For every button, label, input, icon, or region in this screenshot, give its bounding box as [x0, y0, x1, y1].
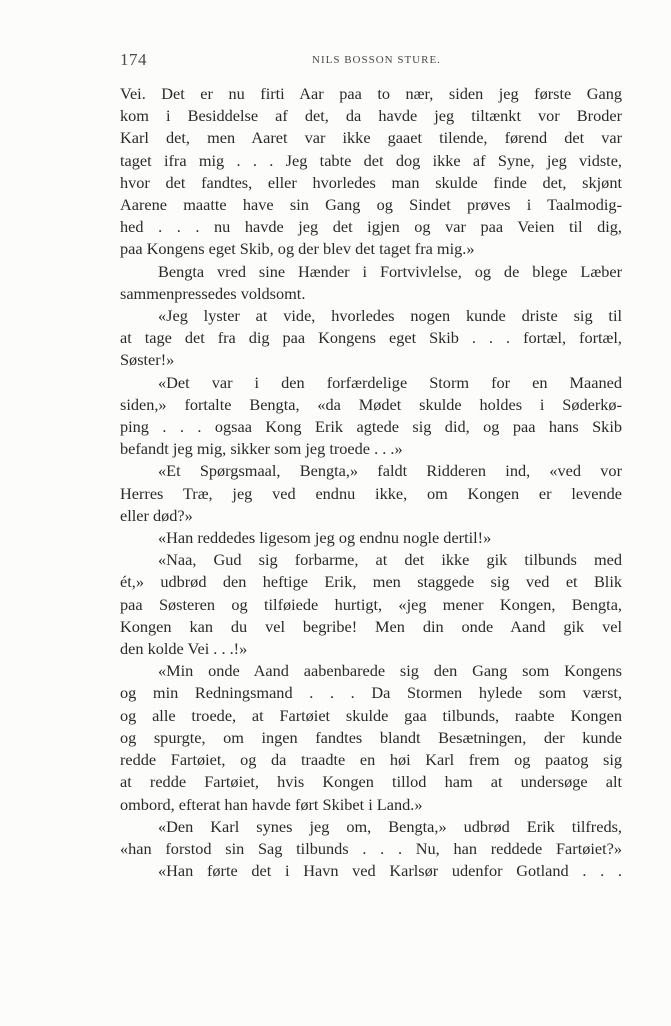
text-line: Herres Træ, jeg ved endnu ikke, om Kongen er levende	[120, 483, 622, 503]
text-line: og min Redningsmand . . . Da Stormen hylede som værst,	[120, 683, 622, 703]
text-line: «Han førte det i Havn ved Karlsør udenfor Gotland . . .	[158, 861, 622, 881]
text-line: «Min onde Aand aabenbarede sig den Gang som Kongens	[158, 661, 622, 681]
body-text	[120, 83, 622, 882]
text-line: redde Fartøiet, og da traadte en høi Karl frem og paatog sig	[120, 750, 622, 770]
page-header	[118, 50, 623, 72]
text-line: «han forstod sin Sag tilbunds . . . Nu, han reddede Fartøiet?»	[120, 838, 622, 858]
text-line: taget ifra mig . . . Jeg tabte det dog ikke af Syne, jeg vidste,	[120, 150, 622, 170]
text-line: befandt jeg mig, sikker som jeg troede . . .»	[120, 439, 403, 459]
text-line: «Det var i den forfærdelige Storm for en Maaned	[158, 372, 622, 392]
text-line: og alle troede, at Fartøiet skulde gaa tilbunds, raabte Kongen	[120, 705, 622, 725]
text-line: Søster!»	[120, 350, 175, 370]
text-line: den kolde Vei . . .!»	[120, 639, 248, 659]
text-line: siden,» fortalte Bengta, «da Mødet skulde holdes i Søderkø-	[120, 394, 622, 414]
text-line: Vei. Det er nu firti Aar paa to nær, siden jeg første Gang	[120, 84, 622, 103]
text-line: eller død?»	[120, 505, 193, 525]
text-line: «Den Karl synes jeg om, Bengta,» udbrød Erik tilfreds,	[158, 816, 622, 836]
text-line: «Han reddedes ligesom jeg og endnu nogle dertil!»	[158, 528, 492, 548]
text-line: ombord, efterat han havde ført Skibet i Land.»	[120, 794, 423, 814]
text-line: hvor det fandtes, eller hvorledes man skulde finde det, skjønt	[120, 172, 622, 192]
page-number: 174	[120, 50, 147, 69]
text-line: Aarene maatte have sin Gang og Sindet prøves i Taalmodig-	[120, 195, 622, 215]
text-line: hed . . . nu havde jeg det igjen og var paa Veien til dig,	[120, 217, 622, 237]
text-line: paa Kongens eget Skib, og der blev det taget fra mig.»	[120, 239, 475, 259]
text-line: sammenpressedes voldsomt.	[120, 283, 306, 303]
text-line: «Et Spørgsmaal, Bengta,» faldt Ridderen ind, «ved vor	[158, 461, 622, 481]
running-head: NILS BOSSON STURE.	[312, 54, 441, 66]
text-line: Kongen kan du vel begribe! Men din onde Aand gik vel	[120, 616, 622, 636]
text-line: kom i Besiddelse af det, da havde jeg tiltænkt vor Broder	[120, 106, 622, 126]
text-line: Bengta vred sine Hænder i Fortvivlelse, og de blege Læber	[158, 261, 622, 281]
text-line: «Jeg lyster at vide, hvorledes nogen kunde driste sig til	[158, 306, 622, 326]
text-line: og spurgte, om ingen fandtes blandt Besætningen, der kunde	[120, 727, 622, 747]
text-line: at tage det fra dig paa Kongens eget Skib . . . fortæl, fortæl,	[120, 328, 622, 348]
text-line: at redde Fartøiet, hvis Kongen tillod ham at undersøge alt	[120, 772, 622, 792]
text-line: ping . . . ogsaa Kong Erik agtede sig did, og paa hans Skib	[120, 417, 622, 437]
text-line: paa Søsteren og tilføiede hurtigt, «jeg mener Kongen, Bengta,	[120, 594, 622, 614]
text-line: Karl det, men Aaret var ikke gaaet tilende, førend det var	[120, 128, 622, 148]
text-line: ét,» udbrød den heftige Erik, men staggede sig ved et Blik	[120, 572, 622, 592]
text-line: «Naa, Gud sig forbarme, at det ikke gik tilbunds med	[158, 550, 622, 570]
